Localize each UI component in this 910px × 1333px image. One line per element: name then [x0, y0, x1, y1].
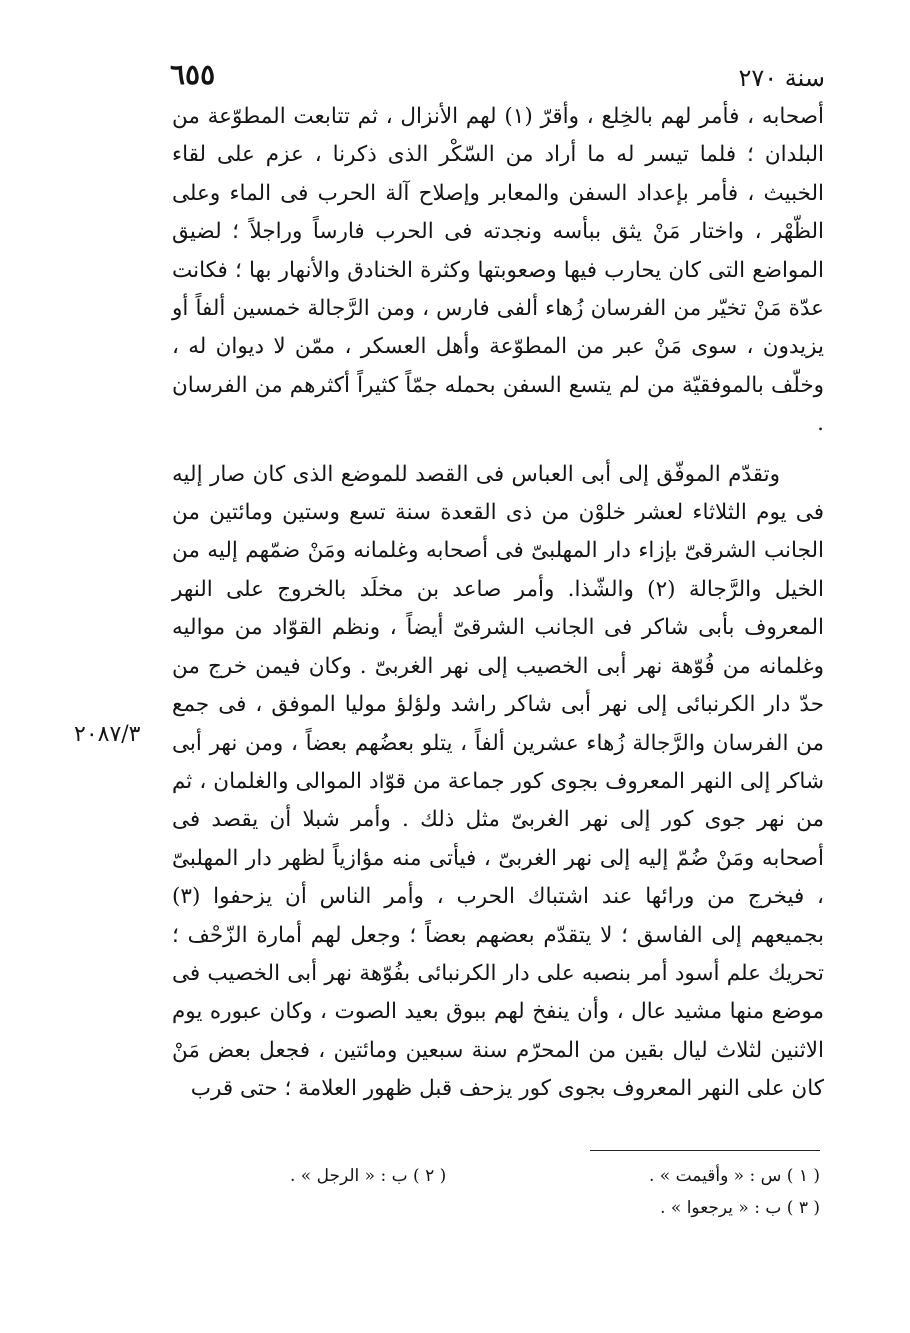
footnotes — [290, 1160, 820, 1224]
footnote-row-2 — [290, 1192, 820, 1224]
footnote-2: ( ٢ ) ب : « الرجل » . — [290, 1166, 447, 1186]
footnote-row-1 — [290, 1160, 820, 1192]
footnote-divider — [590, 1150, 820, 1151]
header-year: سنة ٢٧٠ — [738, 64, 825, 92]
page-number: ٦٥٥ — [170, 58, 216, 91]
paragraph-2: وتقدّم الموفّق إلى أبى العباس فى القصد للموضع الذى كان صار إليه فى يوم الثلاثاء لعشر خلوْن من ذى القعدة سنة تسع وستين ومائتين من الجانب الشرقىّ بإزاء دار المهلبىّ فى أصحابه وغلمانه ومَنْ ضمّهم إليه من الخيل والرَّجالة (٢) والشّذا. وأمر صاعد بن مخلَد بالخروج على النهر المعروف بأبى شاكر فى الجانب الشرقىّ أيضاً ، ونظم القوّاد من مواليه وغلمانه من فُوّهة نهر أبى الخصيب إلى نهر الغربىّ . وكان فيمن خرج من حدّ دار الكرنبائى إلى نهر أبى شاكر راشد ولؤلؤ موليا الموفق ، فى جمع من الفرسان والرَّجالة زُهاء عشرين ألفاً ، يتلو بعضُهم بعضاً ، ومن نهر أبى شاكر إلى النهر المعروف بجوى كور جماعة من قوّاد الموالى والغلمان ، ثم من نهر جوى كور إلى نهر الغربىّ مثل ذلك . وأمر شبلا أن يقصد فى أصحابه ومَنْ ضُمّ إليه إلى نهر الغربىّ ، فيأتى منه مؤازياً لظهر دار المهلبىّ ، فيخرج من ورائها عند اشتباك الحرب ، وأمر الناس أن يزحفوا (٣) بجميعهم إلى الفاسق ؛ لا يتقدّم بعضهم بعضاً ؛ وجعل لهم أمارة الزّحْف ؛ تحريك علم أسود أمر بنصبه على دار الكرنبائى بفُوّهة نهر أبى الخصيب فى موضع منها مشيد عال ، وأن ينفخ لهم ببوق بعيد الصوت ، وكان عبوره يوم الاثنين لثلاث ليال بقين من المحرّم سنة سبعين ومائتين ، فجعل بعض مَنْ كان على النهر المعروف بجوى كور يزحف قبل ظهور العلامة ؛ حتى قرب — [172, 461, 824, 1102]
main-text — [172, 98, 824, 1109]
paragraph-1: أصحابه ، فأمر لهم بالخِلع ، وأقرّ (١) لهم الأنزال ، ثم تتابعت المطوّعة من البلدان ؛ فلما تيسر له ما أراد من السّكْر الذى ذكرنا ، عزم على لقاء الخبيث ، فأمر بإعداد السفن والمعابر وإصلاح آلة الحرب فى الماء وعلى الظّهْر ، واختار مَنْ يثق ببأسه ونجدته فى الحرب فارساً وراجلاً ؛ لضيق المواضع التى كان يحارب فيها وصعوبتها وكثرة الخنادق والأنهار بها ؛ فكانت عدّة مَنْ تخيّر من الفرسان زُهاء ألفى فارس ، ومن الرَّجالة خمسين ألفاً أو يزيدون ، سوى مَنْ عبر من المطوّعة وأهل العسكر ، ممّن لا ديوان له ، وخلّف بالموفقيّة من لم يتسع السفن بحمله جمّاً كثيراً أكثرهم من الفرسان . — [172, 104, 824, 437]
running-header — [170, 58, 825, 98]
margin-reference: ٢٠٨٧/٣ — [74, 722, 141, 747]
footnote-1: ( ١ ) س : « وأقيمت » . — [648, 1166, 820, 1186]
footnote-3: ( ٣ ) ب : « يرجعوا » . — [660, 1198, 820, 1218]
